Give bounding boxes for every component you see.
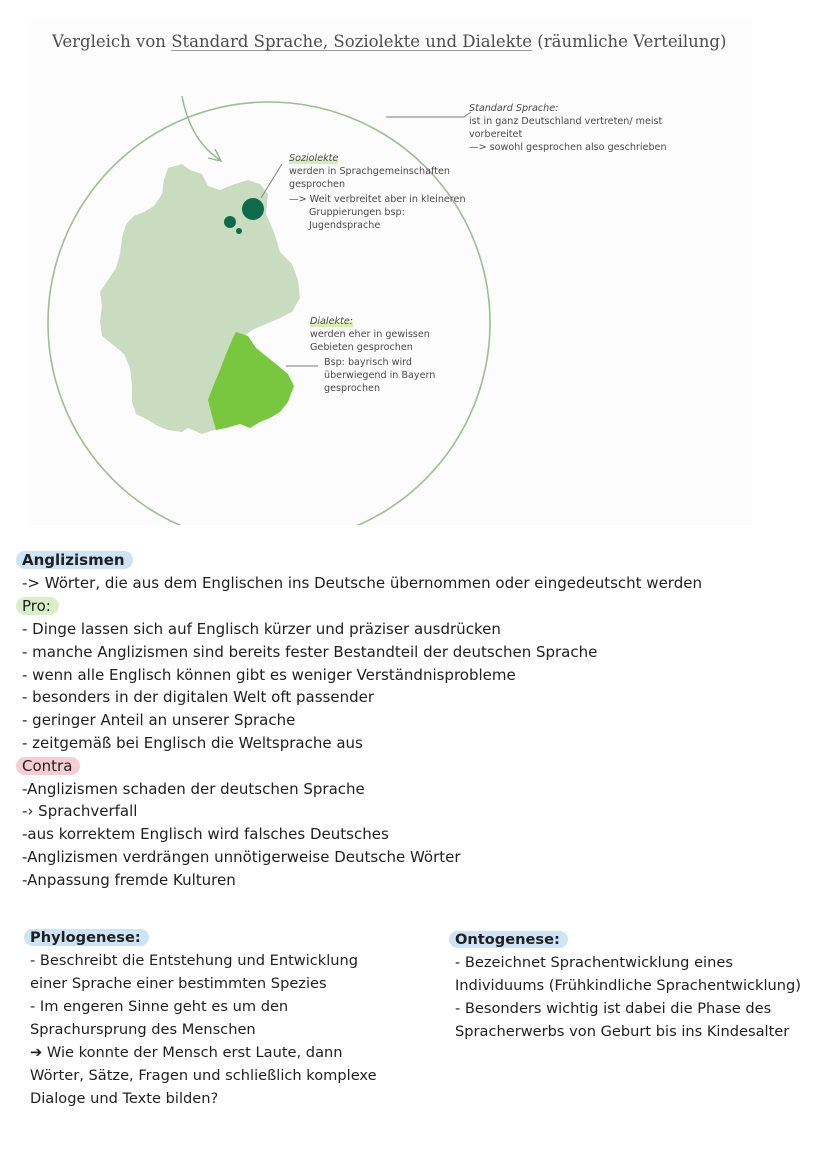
- soziolekte-line: werden in Sprachgemeinschaften: [289, 166, 450, 177]
- anglizismen-heading: Anglizismen: [22, 549, 133, 572]
- standard-line: vorbereitet: [469, 129, 523, 140]
- pro-heading: Pro:: [22, 595, 59, 618]
- contra-item: -Anpassung fremde Kulturen: [22, 871, 236, 889]
- soziolekte-line: gesprochen: [289, 179, 346, 190]
- dialekte-example-line: überwiegend in Bayern: [324, 370, 436, 381]
- phylogenese-line: - Im engeren Sinne geht es um den: [30, 998, 289, 1015]
- sociolect-dot-large: [242, 198, 264, 220]
- contra-heading: Contra: [22, 755, 80, 778]
- ontogenese-section: [455, 928, 801, 1043]
- ontogenese-line: - Besonders wichtig ist dabei die Phase des: [455, 1000, 772, 1017]
- phylogenese-line: ➔ Wie konnte der Mensch erst Laute, dann: [30, 1044, 343, 1061]
- ontogenese-line: Spracherwerbs von Geburt bis ins Kindesalter: [455, 1023, 790, 1040]
- dialekte-example-line: Bsp: bayrisch wird: [324, 357, 412, 368]
- language-distribution-figure: [30, 18, 752, 525]
- figure-graphic: [30, 18, 752, 525]
- pro-item: - besonders in der digitalen Welt oft passender: [22, 688, 375, 706]
- phylogenese-line: Dialoge und Texte bilden?: [30, 1090, 219, 1107]
- ontogenese-line: Individuums (Frühkindliche Sprachentwicklung): [455, 977, 801, 994]
- phylogenese-heading: Phylogenese:: [30, 926, 377, 949]
- phylogenese-section: [30, 926, 377, 1110]
- dialekte-line: werden eher in gewissen: [310, 329, 430, 340]
- pro-item: - zeitgemäß bei Englisch die Weltsprache aus: [22, 734, 363, 752]
- pro-item: - wenn alle Englisch können gibt es weniger Verständnisprobleme: [22, 666, 516, 684]
- sociolect-dot-small: [236, 228, 242, 234]
- figure-title: Vergleich von Standard Sprache, Soziolekte und Dialekte (räumliche Verteilung): [52, 32, 727, 51]
- standard-line: ist in ganz Deutschland vertreten/ meist: [469, 116, 663, 127]
- pro-item: - geringer Anteil an unserer Sprache: [22, 711, 296, 729]
- anglizismen-definition: -> Wörter, die aus dem Englischen ins Deutsche übernommen oder eingedeutscht werden: [22, 574, 702, 592]
- phylogenese-line: Wörter, Sätze, Fragen und schließlich komplexe: [30, 1067, 377, 1084]
- soziolekte-arrow-line: Gruppierungen bsp:: [309, 207, 405, 218]
- pro-item: - Dinge lassen sich auf Englisch kürzer und präziser ausdrücken: [22, 620, 501, 638]
- dialekte-line: Gebieten gesprochen: [310, 342, 413, 353]
- contra-item: -› Sprachverfall: [22, 802, 138, 820]
- phylogenese-line: Sprachursprung des Menschen: [30, 1021, 256, 1038]
- sociolect-dot-medium: [224, 216, 236, 228]
- ontogenese-heading: Ontogenese:: [455, 928, 801, 951]
- standard-connector: [386, 112, 471, 117]
- contra-item: -Anglizismen schaden der deutschen Sprache: [22, 780, 365, 798]
- standard-sprache-heading: Standard Sprache:: [469, 103, 559, 114]
- standard-sprache-note: [469, 102, 667, 154]
- phylogenese-line: einer Sprache einer bestimmten Spezies: [30, 975, 327, 992]
- soziolekte-arrow-line: Jugendsprache: [309, 220, 381, 231]
- phylogenese-line: - Beschreibt die Entstehung und Entwicklung: [30, 952, 359, 969]
- standard-line: —> sowohl gesprochen also geschrieben: [469, 142, 667, 153]
- soziolekte-note: [289, 152, 466, 232]
- curved-arrow-icon: [182, 96, 220, 160]
- dialekte-note: [310, 315, 435, 395]
- pro-item: - manche Anglizismen sind bereits fester Bestandteil der deutschen Sprache: [22, 643, 598, 661]
- dialekte-heading: Dialekte:: [310, 316, 353, 327]
- soziolekte-connector: [261, 164, 282, 198]
- dialekte-example-line: gesprochen: [324, 383, 381, 394]
- soziolekte-heading: Soziolekte: [289, 153, 339, 164]
- contra-item: -Anglizismen verdrängen unnötigerweise Deutsche Wörter: [22, 848, 461, 866]
- ontogenese-line: - Bezeichnet Sprachentwicklung eines: [455, 954, 733, 971]
- contra-item: -aus korrektem Englisch wird falsches Deutsches: [22, 825, 389, 843]
- soziolekte-arrow-line: —> Weit verbreitet aber in kleineren: [289, 194, 466, 205]
